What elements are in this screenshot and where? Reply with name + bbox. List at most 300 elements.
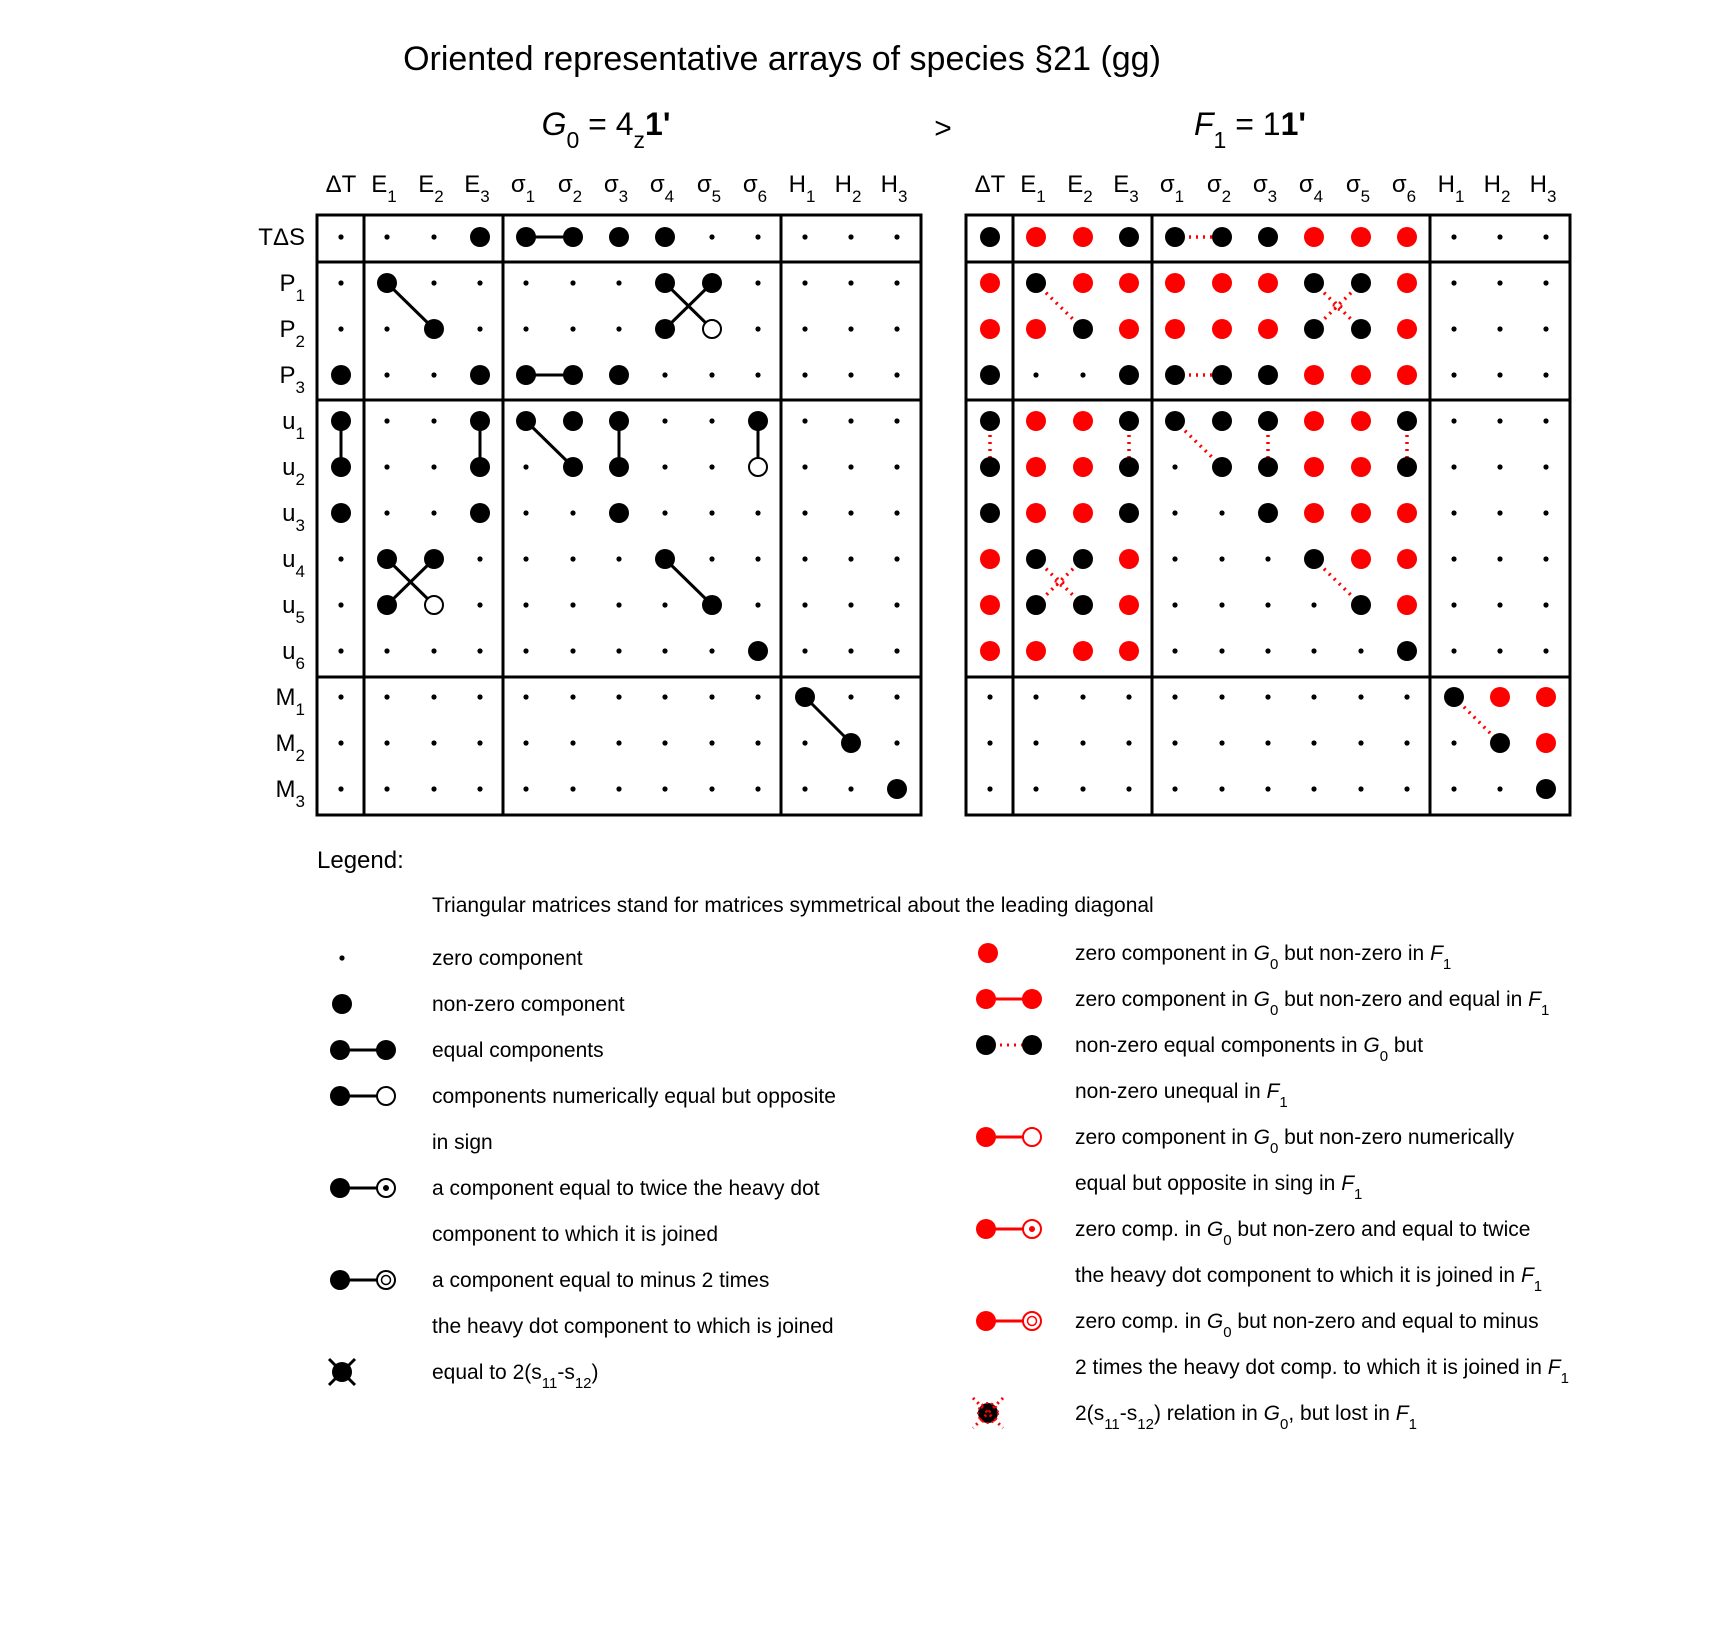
zero-component-dot: [894, 556, 899, 561]
zero-component-dot: [477, 786, 482, 791]
zero-component-dot: [755, 786, 760, 791]
nonzero-component-dot: [609, 411, 629, 431]
zero-component-dot: [894, 280, 899, 285]
column-header: $H_1$: [1437, 171, 1465, 206]
nonzero-component-dot: [377, 549, 397, 569]
new-nonzero-component-dot: [1026, 411, 1046, 431]
column-header: ΔT: [325, 171, 357, 198]
zero-component-dot: [1543, 280, 1548, 285]
nonzero-dot: [332, 994, 352, 1014]
nonzero-component-dot: [1351, 273, 1371, 293]
zero-component-dot: [570, 740, 575, 745]
legend-symbol-red-x-dot: [973, 1398, 1003, 1428]
zero-component-dot: [987, 694, 992, 699]
zero-component-dot: [1451, 280, 1456, 285]
zero-component-dot: [802, 280, 807, 285]
zero-component-dot: [1311, 602, 1316, 607]
zero-component-dot: [1497, 556, 1502, 561]
zero-component-dot: [662, 418, 667, 423]
zero-component-dot: [709, 648, 714, 653]
legend-text: zero comp. in $G_0$ but non-zero and equal to twice: [1075, 1218, 1531, 1249]
nonzero-component-dot: [331, 457, 351, 477]
zero-component-dot: [848, 556, 853, 561]
zero-component-dot: [477, 648, 482, 653]
new-nonzero-component-dot: [1073, 641, 1093, 661]
zero-component-dot: [384, 648, 389, 653]
nonzero-component-dot: [331, 503, 351, 523]
zero-component-dot: [570, 694, 575, 699]
zero-component-dot: [384, 234, 389, 239]
legend-text: zero comp. in $G_0$ but non-zero and equal to minus: [1075, 1310, 1539, 1341]
column-header: $E_3$: [464, 171, 490, 206]
new-nonzero-component-dot: [1119, 595, 1139, 615]
zero-component-dot: [802, 326, 807, 331]
new-nonzero-component-dot: [1026, 641, 1046, 661]
zero-component-dot: [1265, 740, 1270, 745]
new-nonzero-component-dot: [1536, 733, 1556, 753]
column-header: $H_2$: [1483, 171, 1511, 206]
dot: [376, 1040, 396, 1060]
zero-component-dot: [523, 602, 528, 607]
zero-component-dot: [384, 372, 389, 377]
zero-component-dot: [1451, 510, 1456, 515]
row-header: $u_3$: [282, 500, 305, 535]
zero-component-dot: [523, 326, 528, 331]
zero-component-dot: [802, 418, 807, 423]
group-labels: [542, 106, 1306, 153]
zero-component-dot: [894, 740, 899, 745]
zero-component-dot: [1451, 234, 1456, 239]
nonzero-component-dot: [1212, 411, 1232, 431]
zero-component-dot: [1358, 648, 1363, 653]
nonzero-component-dot: [887, 779, 907, 799]
zero-component-dot: [338, 602, 343, 607]
zero-component-dot: [848, 786, 853, 791]
zero-component-dot: [1033, 786, 1038, 791]
nonzero-component-dot: [1119, 411, 1139, 431]
nonzero-component-dot: [563, 457, 583, 477]
zero-component-dot: [662, 648, 667, 653]
zero-component-dot: [662, 786, 667, 791]
nonzero-component-dot: [655, 319, 675, 339]
new-nonzero-component-dot: [1351, 411, 1371, 431]
zero-component-dot: [1219, 510, 1224, 515]
zero-component-dot: [1358, 740, 1363, 745]
nonzero-component-dot: [1397, 457, 1417, 477]
column-header: $E_1$: [1020, 171, 1046, 206]
legend: [317, 847, 1569, 1433]
column-header: ΔT: [974, 171, 1006, 198]
zero-component-dot: [894, 694, 899, 699]
zero-component-dot: [802, 464, 807, 469]
legend-heading: Legend:: [317, 847, 404, 874]
nonzero-component-dot: [1073, 549, 1093, 569]
legend-text: components numerically equal but opposite: [432, 1085, 836, 1108]
legend-text: zero component in $G_0$ but non-zero numerically: [1075, 1126, 1515, 1157]
group-label-g0: $G_0 = 4_z1'$: [541, 106, 671, 153]
zero-component-dot: [848, 418, 853, 423]
zero-component-dot: [1172, 602, 1177, 607]
zero-component-dot: [894, 372, 899, 377]
column-header: $\sigma_3$: [603, 171, 629, 206]
row-header: $P_1$: [279, 270, 305, 305]
legend-item-left-6: [329, 1359, 599, 1392]
legend-item-left-1: [332, 993, 625, 1016]
new-nonzero-component-dot: [1026, 457, 1046, 477]
nonzero-component-dot: [702, 595, 722, 615]
zero-component-dot: [1404, 740, 1409, 745]
column-header: $E_3$: [1113, 171, 1139, 206]
zero-component-dot: [1497, 464, 1502, 469]
zero-component-dot: [1172, 740, 1177, 745]
zero-component-dot: [662, 464, 667, 469]
dot: [976, 1127, 996, 1147]
legend-note: Triangular matrices stand for matrices symmetrical about the leading diagonal: [432, 894, 1154, 917]
legend-text: equal to $2(s_{11}-s_{12})$: [432, 1361, 599, 1392]
zero-component-dot: [1497, 510, 1502, 515]
legend-symbol-red-pair-open: [976, 1127, 1041, 1147]
dot: [330, 1040, 350, 1060]
center-dot: [383, 1185, 389, 1191]
zero-component-dot: [431, 786, 436, 791]
nonzero-component-dot: [1304, 549, 1324, 569]
zero-component-dot: [1497, 326, 1502, 331]
open-dot: [1023, 1312, 1041, 1330]
zero-component-dot: [570, 326, 575, 331]
column-header: $E_2$: [418, 171, 444, 206]
column-header: $\sigma_1$: [510, 171, 536, 206]
zero-component-dot: [616, 694, 621, 699]
nonzero-component-dot: [424, 319, 444, 339]
legend-item-left-0: [339, 947, 582, 970]
zero-component-dot: [848, 234, 853, 239]
nonzero-component-dot: [609, 227, 629, 247]
zero-component-dot: [662, 372, 667, 377]
new-nonzero-component-dot: [1026, 227, 1046, 247]
zero-component-dot: [848, 648, 853, 653]
dot: [976, 1219, 996, 1239]
nonzero-component-dot: [1119, 457, 1139, 477]
zero-component-dot: [709, 372, 714, 377]
zero-component-dot: [1080, 786, 1085, 791]
zero-component-dot: [709, 464, 714, 469]
zero-component-dot: [1358, 694, 1363, 699]
nonzero-component-dot: [1351, 595, 1371, 615]
new-nonzero-component-dot: [1397, 595, 1417, 615]
zero-component-dot: [477, 740, 482, 745]
zero-component-dot: [1543, 648, 1548, 653]
column-header: $\sigma_5$: [1345, 171, 1371, 206]
nonzero-component-dot: [1212, 365, 1232, 385]
zero-component-dot: [755, 372, 760, 377]
row-header: $u_5$: [282, 592, 305, 627]
column-header: $\sigma_6$: [1391, 171, 1417, 206]
new-nonzero-component-dot: [980, 595, 1000, 615]
new-nonzero-component-dot: [1351, 503, 1371, 523]
legend-symbol-pair-dotted: [976, 1035, 1042, 1055]
column-header: $\sigma_2$: [1206, 171, 1232, 206]
nonzero-component-dot: [609, 457, 629, 477]
zero-component-dot: [709, 740, 714, 745]
zero-component-dot: [848, 372, 853, 377]
column-header: $\sigma_6$: [742, 171, 768, 206]
column-header: $\sigma_4$: [649, 171, 675, 206]
new-nonzero-component-dot: [1304, 365, 1324, 385]
zero-component-dot: [1219, 786, 1224, 791]
column-header: $\sigma_4$: [1298, 171, 1324, 206]
nonzero-component-dot: [516, 365, 536, 385]
open-dot: [377, 1271, 395, 1289]
zero-component-dot: [384, 694, 389, 699]
legend-symbol-pair-open: [330, 1086, 395, 1106]
zero-component-dot: [1497, 418, 1502, 423]
dot: [976, 1311, 996, 1331]
nonzero-component-dot: [470, 457, 490, 477]
zero-component-dot: [523, 694, 528, 699]
nonzero-component-dot: [980, 227, 1000, 247]
nonzero-component-dot: [1165, 365, 1185, 385]
nonzero-component-dot: [470, 411, 490, 431]
group-label-f1: $F_1 = 11'$: [1193, 106, 1307, 153]
zero-component-dot: [709, 234, 714, 239]
nonzero-component-dot: [1444, 687, 1464, 707]
zero-component-dot: [848, 602, 853, 607]
legend-symbol-pair-solid: [330, 1040, 396, 1060]
zero-component-dot: [1311, 740, 1316, 745]
zero-component-dot: [1080, 694, 1085, 699]
nonzero-component-dot: [980, 365, 1000, 385]
legend-symbol-small-dot: [339, 955, 344, 960]
new-nonzero-component-dot: [1351, 549, 1371, 569]
zero-component-dot: [894, 234, 899, 239]
new-nonzero-component-dot: [980, 319, 1000, 339]
zero-component-dot: [1311, 694, 1316, 699]
zero-component-dot: [1451, 648, 1456, 653]
nonzero-component-dot: [1304, 319, 1324, 339]
legend-text: a component equal to minus 2 times: [432, 1269, 770, 1292]
nonzero-component-dot: [655, 549, 675, 569]
zero-component-dot: [662, 510, 667, 515]
new-nonzero-component-dot: [1351, 227, 1371, 247]
legend-symbol-pair-ring: [330, 1270, 395, 1290]
nonzero-component-dot: [424, 549, 444, 569]
nonzero-component-dot: [748, 641, 768, 661]
zero-component-dot: [1543, 418, 1548, 423]
zero-component-dot: [1497, 280, 1502, 285]
row-header: $M_1$: [275, 684, 305, 719]
nonzero-component-dot: [1397, 411, 1417, 431]
zero-component-dot: [523, 510, 528, 515]
nonzero-component-dot: [1026, 273, 1046, 293]
zero-component-dot: [709, 694, 714, 699]
zero-component-dot: [802, 556, 807, 561]
nonzero-component-dot: [1258, 227, 1278, 247]
legend-text: equal components: [432, 1039, 604, 1062]
zero-component-dot: [338, 740, 343, 745]
zero-component-dot: [1543, 510, 1548, 515]
zero-component-dot: [755, 326, 760, 331]
nonzero-component-dot: [1258, 457, 1278, 477]
nonzero-component-dot: [748, 411, 768, 431]
new-nonzero-component-dot: [1258, 273, 1278, 293]
zero-component-dot: [523, 556, 528, 561]
open-dot: [377, 1087, 395, 1105]
zero-component-dot: [1358, 786, 1363, 791]
nonzero-component-dot: [516, 411, 536, 431]
legend-item-right-5: [976, 1310, 1569, 1387]
zero-component-dot: [1543, 234, 1548, 239]
new-nonzero-component-dot: [1258, 319, 1278, 339]
legend-item-left-2: [330, 1039, 604, 1062]
zero-component-dot: [338, 280, 343, 285]
nonzero-component-dot: [1073, 319, 1093, 339]
zero-component-dot: [1080, 372, 1085, 377]
column-header: $\sigma_1$: [1159, 171, 1185, 206]
zero-component-dot: [616, 326, 621, 331]
zero-component-dot: [1404, 694, 1409, 699]
dot: [330, 1086, 350, 1106]
zero-component-dot: [1497, 648, 1502, 653]
zero-component-dot: [802, 510, 807, 515]
zero-component-dot: [1033, 694, 1038, 699]
nonzero-component-dot: [655, 227, 675, 247]
column-header: $H_3$: [880, 171, 908, 206]
legend-item-left-4: [330, 1177, 820, 1246]
zero-component-dot: [802, 786, 807, 791]
nonzero-component-dot: [563, 365, 583, 385]
legend-item-right-2: [976, 1034, 1423, 1111]
nonzero-component-dot: [1119, 365, 1139, 385]
zero-component-dot: [1219, 694, 1224, 699]
zero-component-dot: [431, 648, 436, 653]
zero-dot: [339, 955, 344, 960]
nonzero-component-dot: [841, 733, 861, 753]
zero-component-dot: [570, 510, 575, 515]
new-nonzero-component-dot: [1304, 411, 1324, 431]
dot: [1022, 1035, 1042, 1055]
zero-component-dot: [523, 464, 528, 469]
nonzero-component-dot: [795, 687, 815, 707]
new-nonzero-component-dot: [1212, 273, 1232, 293]
zero-component-dot: [523, 648, 528, 653]
zero-component-dot: [384, 510, 389, 515]
zero-component-dot: [1080, 740, 1085, 745]
legend-text: a component equal to twice the heavy dot: [432, 1177, 820, 1200]
zero-component-dot: [1451, 326, 1456, 331]
new-nonzero-component-dot: [980, 273, 1000, 293]
zero-component-dot: [1265, 602, 1270, 607]
legend-symbol-red-pair-ring: [976, 1311, 1041, 1331]
zero-component-dot: [431, 280, 436, 285]
zero-component-dot: [1451, 464, 1456, 469]
zero-component-dot: [338, 648, 343, 653]
zero-component-dot: [755, 694, 760, 699]
legend-symbol-pair-dot-center: [330, 1178, 395, 1198]
zero-component-dot: [1219, 740, 1224, 745]
zero-component-dot: [894, 464, 899, 469]
zero-component-dot: [384, 740, 389, 745]
zero-component-dot: [431, 464, 436, 469]
zero-component-dot: [848, 326, 853, 331]
zero-component-dot: [802, 234, 807, 239]
opposite-sign-component-dot: [703, 320, 721, 338]
zero-component-dot: [570, 602, 575, 607]
legend-symbol-red-pair-dot-center: [976, 1219, 1041, 1239]
zero-component-dot: [338, 326, 343, 331]
zero-component-dot: [1404, 786, 1409, 791]
zero-component-dot: [848, 464, 853, 469]
new-nonzero-component-dot: [980, 549, 1000, 569]
zero-component-dot: [1033, 740, 1038, 745]
new-nonzero-component-dot: [1119, 641, 1139, 661]
zero-component-dot: [894, 648, 899, 653]
zero-component-dot: [616, 740, 621, 745]
nonzero-component-dot: [655, 273, 675, 293]
new-nonzero-component-dot: [1351, 457, 1371, 477]
zero-component-dot: [1033, 372, 1038, 377]
legend-symbol-red-pair: [976, 989, 1042, 1009]
zero-component-dot: [431, 740, 436, 745]
legend-text: non-zero unequal in $F_1$: [1075, 1080, 1288, 1111]
new-nonzero-component-dot: [1304, 457, 1324, 477]
zero-component-dot: [1265, 648, 1270, 653]
zero-component-dot: [477, 602, 482, 607]
nonzero-component-dot: [1119, 503, 1139, 523]
nonzero-component-dot: [331, 365, 351, 385]
zero-component-dot: [802, 602, 807, 607]
zero-component-dot: [848, 280, 853, 285]
zero-component-dot: [1172, 556, 1177, 561]
zero-component-dot: [477, 556, 482, 561]
zero-component-dot: [1311, 786, 1316, 791]
zero-component-dot: [477, 694, 482, 699]
new-nonzero-component-dot: [1119, 549, 1139, 569]
zero-component-dot: [1451, 372, 1456, 377]
nonzero-component-dot: [1258, 365, 1278, 385]
zero-component-dot: [1451, 418, 1456, 423]
dot: [976, 1035, 996, 1055]
nonzero-component-dot: [609, 365, 629, 385]
zero-component-dot: [570, 648, 575, 653]
matrices: [258, 171, 1570, 815]
matrix-F1: [966, 171, 1570, 815]
new-nonzero-component-dot: [1351, 365, 1371, 385]
legend-text: $2(s_{11}-s_{12})$ relation in $G_0$, but lost in $F_1$: [1075, 1402, 1417, 1433]
dot: [330, 1270, 350, 1290]
zero-component-dot: [616, 648, 621, 653]
zero-component-dot: [523, 280, 528, 285]
row-header: $P_2$: [279, 316, 305, 351]
zero-component-dot: [1265, 556, 1270, 561]
zero-component-dot: [1543, 372, 1548, 377]
zero-component-dot: [755, 740, 760, 745]
matrix-G0: [258, 171, 921, 815]
zero-component-dot: [848, 694, 853, 699]
nonzero-component-dot: [1165, 227, 1185, 247]
nonzero-component-dot: [1490, 733, 1510, 753]
new-nonzero-component-dot: [1397, 319, 1417, 339]
zero-component-dot: [1219, 556, 1224, 561]
legend-symbol-big-dot: [332, 994, 352, 1014]
open-dot: [1023, 1128, 1041, 1146]
zero-component-dot: [616, 556, 621, 561]
legend-symbol-x-dot: [329, 1359, 355, 1385]
zero-component-dot: [1172, 694, 1177, 699]
new-nonzero-component-dot: [1397, 549, 1417, 569]
nonzero-component-dot: [1258, 411, 1278, 431]
legend-text: equal but opposite in sing in $F_1$: [1075, 1172, 1363, 1203]
zero-component-dot: [384, 418, 389, 423]
